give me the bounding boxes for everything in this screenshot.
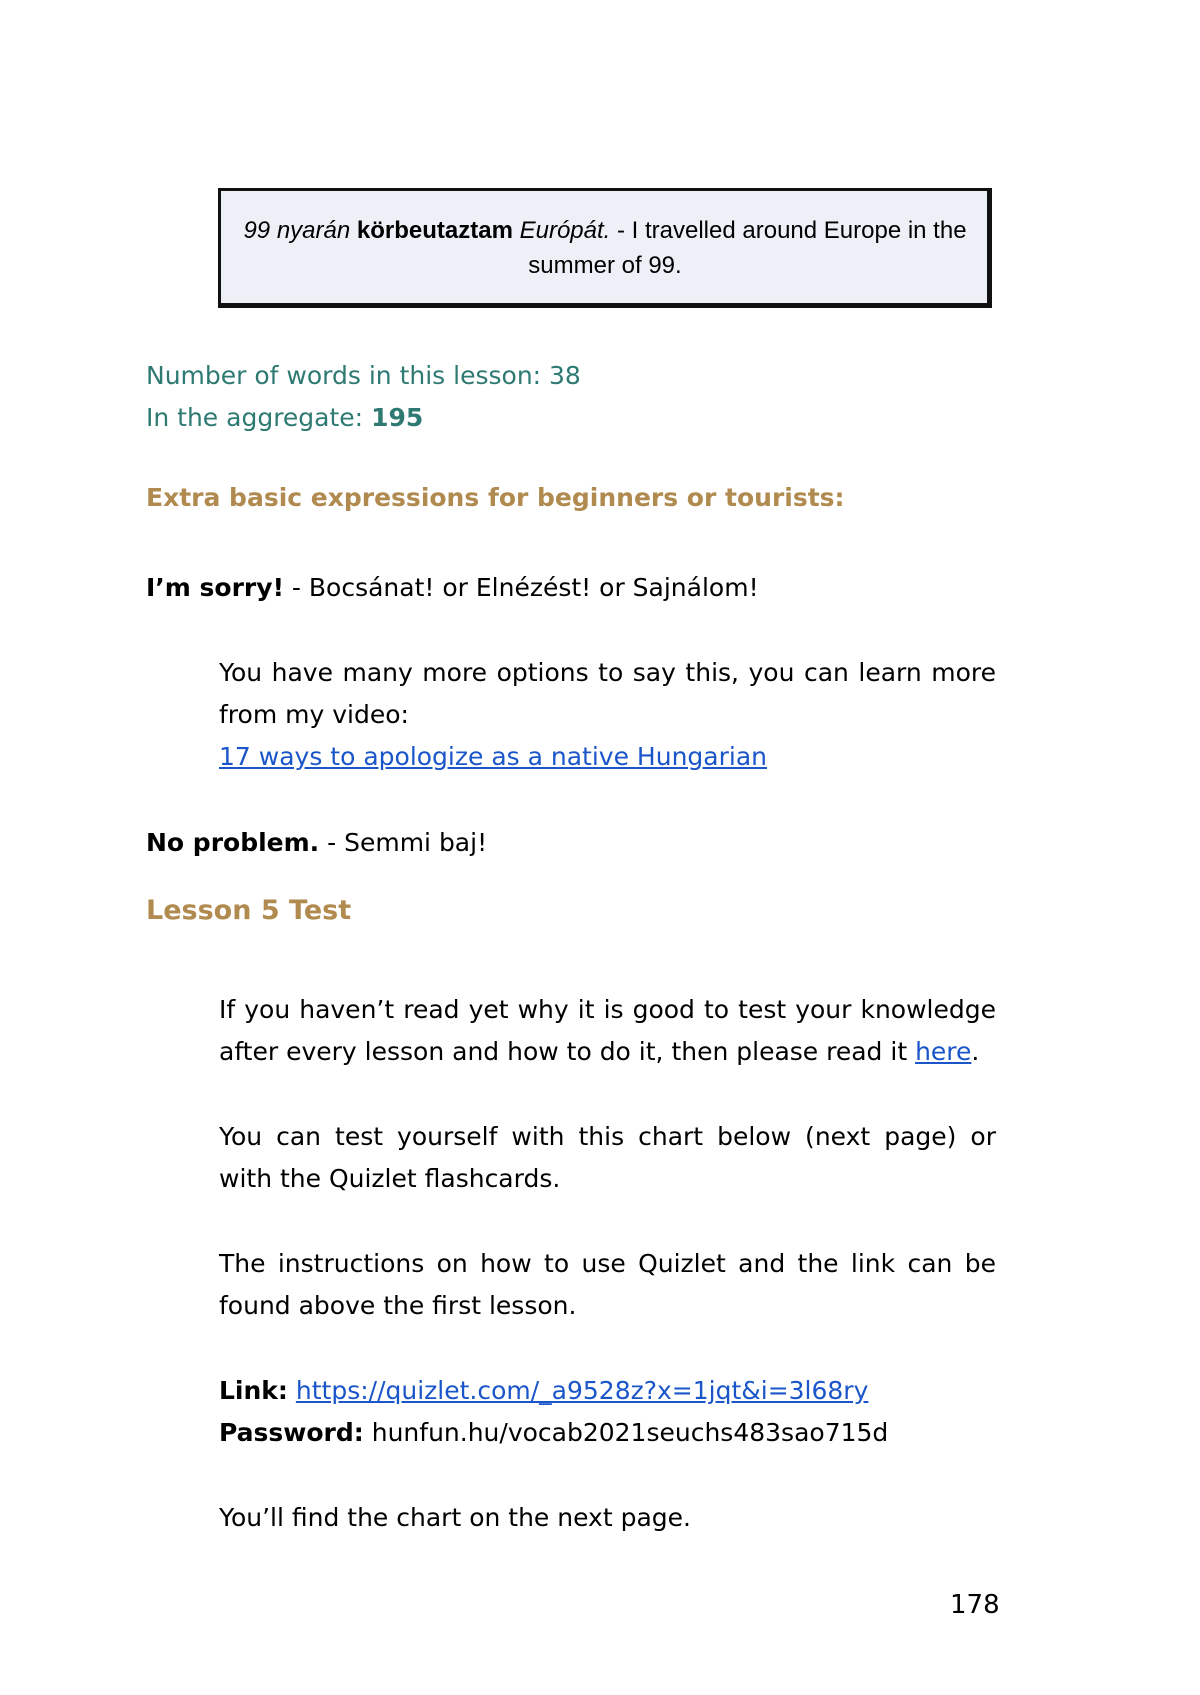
quizlet-link[interactable]: https://quizlet.com/_a9528z?x=1jqt&i=3l68ry xyxy=(295,1376,869,1405)
link-label: Link: xyxy=(219,1376,288,1405)
test-p1-text: If you haven’t read yet why it is good to test your knowledge after every lesson and how to do it, then please read it xyxy=(219,995,996,1066)
aggregate-label: In the aggregate: xyxy=(146,403,364,432)
options-text: You have many more options to say this, you can learn more from my video: xyxy=(219,658,996,729)
password-label: Password: xyxy=(219,1418,364,1447)
sorry-bold: I’m sorry! xyxy=(146,573,284,602)
aggregate-value: 195 xyxy=(371,403,424,432)
lesson-test-heading: Lesson 5 Test xyxy=(146,895,352,926)
example-italic-1: 99 nyarán xyxy=(243,217,351,244)
lesson-word-count: Number of words in this lesson: 38 xyxy=(146,361,581,390)
page-number: 178 xyxy=(950,1590,1000,1620)
sorry-expression xyxy=(146,567,759,609)
password-row xyxy=(219,1412,996,1454)
no-problem-expression xyxy=(146,822,487,864)
sorry-translation: - Bocsánat! or Elnézést! or Sajnálom! xyxy=(291,573,759,602)
options-paragraph xyxy=(219,652,996,778)
no-problem-bold: No problem. xyxy=(146,828,320,857)
test-paragraph-3: The instructions on how to use Quizlet and the link can be found above the first lesson. xyxy=(219,1249,996,1320)
test-paragraph-2: You can test yourself with this chart below (next page) or with the Quizlet flashcards. xyxy=(219,1122,996,1193)
word-count-stats xyxy=(146,355,581,439)
test-p1-end: . xyxy=(971,1037,980,1066)
no-problem-translation: - Semmi baj! xyxy=(327,828,488,857)
closing-note: You’ll find the chart on the next page. xyxy=(219,1503,691,1532)
test-paragraph-1 xyxy=(219,989,996,1073)
read-here-link[interactable]: here xyxy=(915,1037,972,1066)
extra-expressions-heading: Extra basic expressions for beginners or tourists: xyxy=(146,483,845,512)
example-italic-2: Európát. xyxy=(519,217,611,244)
example-translation: - I travelled around Europe in the summer of 99. xyxy=(528,217,967,279)
example-bold-verb: körbeutaztam xyxy=(356,217,513,244)
example-sentence-box xyxy=(218,188,992,308)
quizlet-credentials xyxy=(219,1370,996,1454)
apologize-video-link[interactable]: 17 ways to apologize as a native Hungarian xyxy=(219,742,767,771)
aggregate-word-count xyxy=(146,397,581,439)
quizlet-link-row xyxy=(219,1370,996,1412)
password-value: hunfun.hu/vocab2021seuchs483sao715d xyxy=(371,1418,889,1447)
